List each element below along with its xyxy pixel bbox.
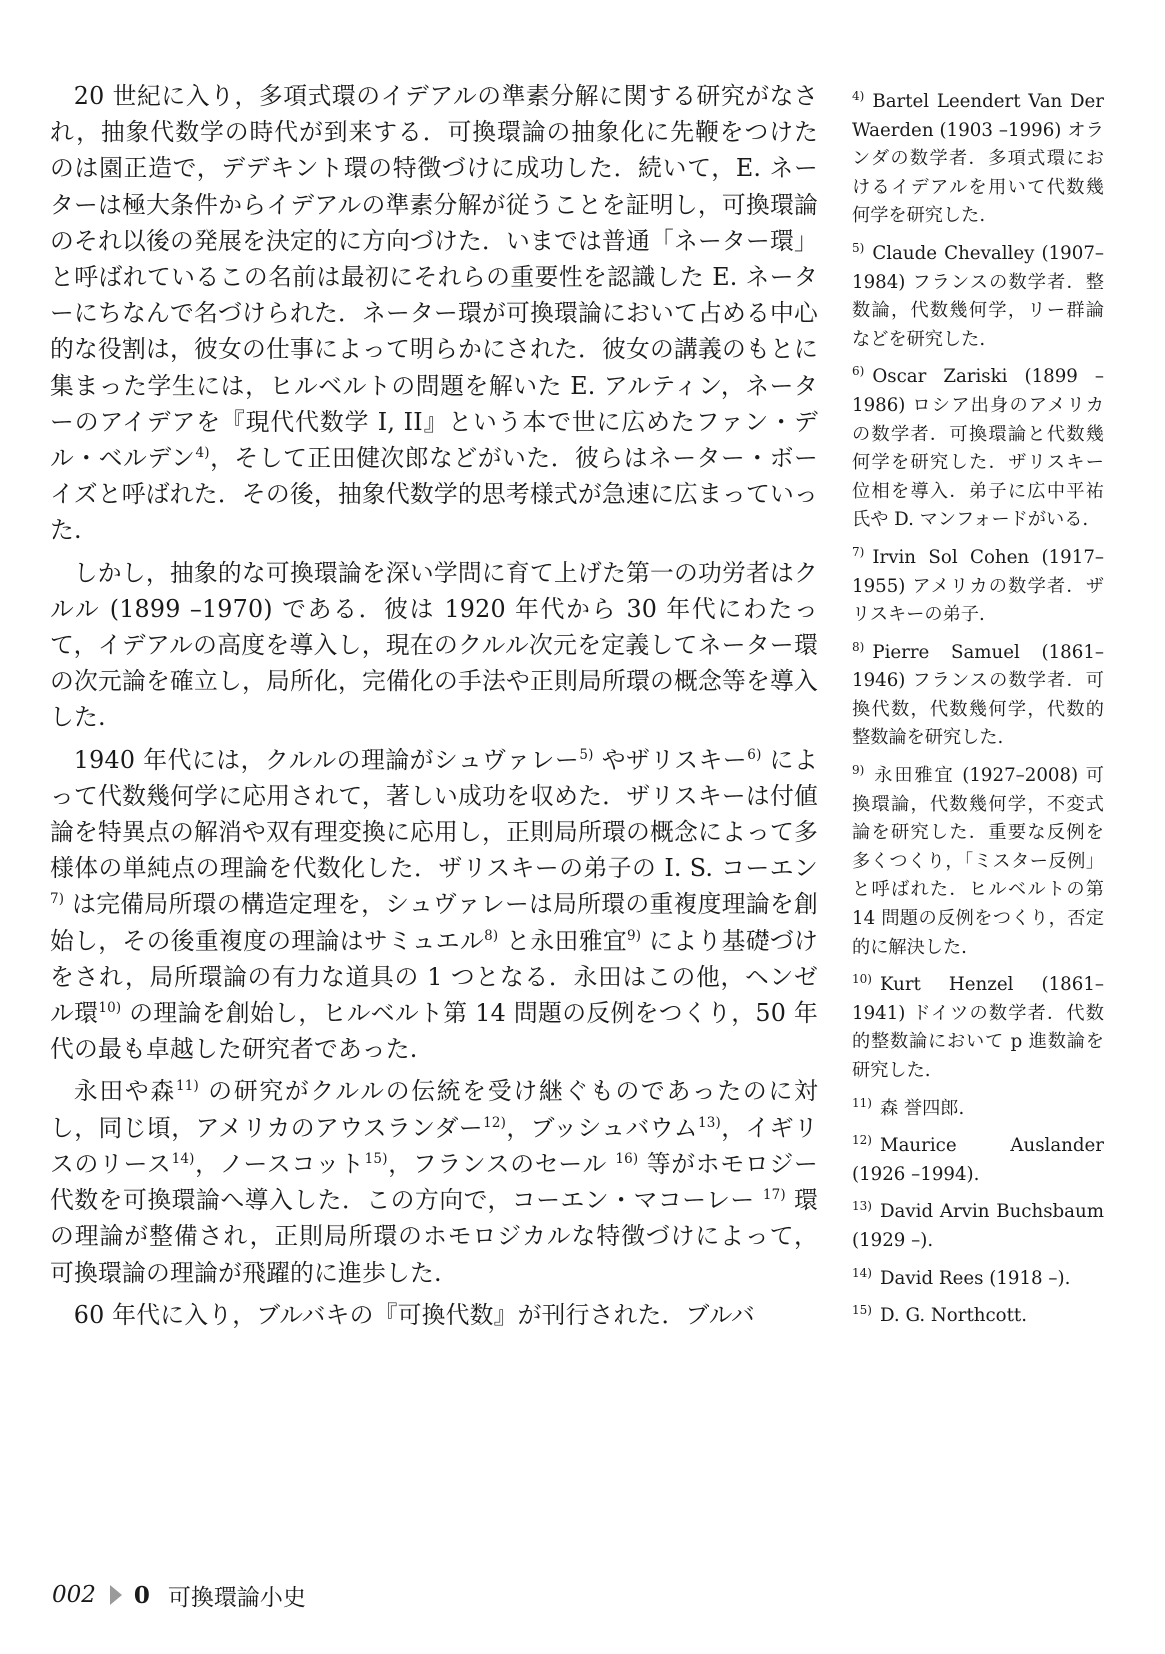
text-run: ，イギリスのリース: [50, 1113, 818, 1178]
text-run: ，ノースコット: [194, 1149, 365, 1178]
sidenote: [852, 1132, 1104, 1189]
footnote-ref: 4): [195, 445, 210, 462]
sidenote: [852, 1302, 1104, 1331]
sidenote-number: 5): [852, 240, 865, 255]
sidenote-text: Irvin Sol Cohen (1917–1955) アメリカの数学者．ザリスキーの弟子.: [852, 546, 1104, 626]
text-run: 1940 年代には，クルルの理論がシュヴァレー: [73, 745, 580, 774]
paragraph: [50, 555, 818, 736]
sidenote-number: 11): [852, 1095, 872, 1110]
sidenote-number: 9): [852, 763, 865, 777]
sidenote-number: 6): [852, 364, 865, 379]
text-run: しかし，抽象的な可換環論を深い学問に育て上げた第一の功労者はクルル (1899 –1970) である．彼は 1920 年代から 30 年代にわたって，イデアルの高度を導入し，現在のクルル次元を定義してネーター環の次元論を確立し，局所化，完備化の手法や正則局所環の概念等を導入した.: [50, 558, 818, 732]
chapter-number: 0: [133, 1581, 150, 1609]
footnote-ref: 6): [747, 746, 762, 763]
sidenote: [852, 544, 1104, 630]
sidenote-text: 森 誉四郎.: [879, 1097, 965, 1119]
page-number: 002: [52, 1582, 96, 1608]
paragraph: [50, 1073, 818, 1290]
sidenote-number: 15): [852, 1303, 872, 1318]
text-run: 20 世紀に入り，多項式環のイデアルの準素分解に関する研究がなされ，抽象代数学の時代が到来する．可換環論の抽象化に先鞭をつけたのは園正造で，デデキント環の特徴づけに成功した．続いて，E. ネーターは極大条件からイデアルの準素分解が従うことを証明し，可換環論のそれ以後の発展を決定的に方向づけた．いまでは普通「ネーター環」と呼ばれているこの名前は最初にそれらの重要性を認識した E. ネーターにちなんで名づけられた．ネーター環が可換環論において占める中心的な役割は，彼女の仕事によって明らかにされた．彼女の講義のもとに集まった学生には，ヒルベルトの問題を解いた E. アルティン，ネーターのアイデアを『現代代数学 I, II』という本で世に広めたファン・デル・ベルデン: [50, 82, 818, 473]
paragraph: [50, 1297, 818, 1333]
text-run: の研究がクルルの伝統を受け継ぐものであったのに対し，同じ頃，アメリカのアウスランダー: [50, 1077, 818, 1142]
sidenote: [852, 639, 1104, 753]
sidenote: [852, 1265, 1104, 1294]
sidenote: [852, 363, 1104, 535]
sidenote-text: Kurt Henzel (1861–1941) ドイツの数学者．代数的整数論において p 進数論を研究した.: [852, 974, 1104, 1081]
footnote-ref: 11): [175, 1078, 199, 1095]
sidenote-text: Pierre Samuel (1861–1946) フランスの数学者．可換代数，代数幾何学，代数的整数論を研究した.: [852, 641, 1104, 749]
sidenote-text: Claude Chevalley (1907–1984) フランスの数学者．整数論，代数幾何学，リー群論などを研究した.: [852, 242, 1104, 350]
footnote-ref: 17): [762, 1187, 786, 1204]
sidenote: [852, 1095, 1104, 1124]
sidenote-text: David Arvin Buchsbaum (1929 –).: [852, 1201, 1104, 1251]
sidenote: [852, 88, 1104, 231]
text-run: は完備局所環の構造定理を，シュヴァレーは局所環の重複度理論を創始し，その後重複度の理論はサミュエル: [50, 890, 818, 955]
chapter-title: 可換環論小史: [167, 1584, 306, 1611]
sidenotes: [852, 88, 1104, 1340]
sidenote-text: D. G. Northcott.: [879, 1305, 1028, 1327]
text-run: ，ブッシュバウム: [506, 1113, 698, 1142]
text-run: 60 年代に入り，ブルバキの『可換代数』が刊行された．ブルバ: [73, 1300, 755, 1329]
footnote-ref: 13): [697, 1114, 721, 1131]
text-run: と永田雅宜: [498, 926, 627, 955]
sidenote-text: David Rees (1918 –).: [879, 1267, 1071, 1289]
sidenote-number: 12): [852, 1133, 872, 1148]
text-run: やザリスキー: [593, 745, 748, 774]
paragraph: [50, 78, 818, 549]
footnote-ref: 5): [579, 746, 594, 763]
text-run: ，フランスのセール: [387, 1149, 616, 1178]
sidenote: [852, 240, 1104, 354]
sidenote-text: Bartel Leendert Van Der Waerden (1903 –1996) オランダの数学者．多項式環におけるイデアルを用いて代数幾何学を研究した.: [852, 91, 1104, 227]
text-run: ，そして正田健次郎などがいた．彼らはネーター・ボーイズと呼ばれた．その後，抽象代数学的思考様式が急速に広まっていった.: [50, 444, 818, 545]
text-run: 等がホモロジー代数を可換環論へ導入した．この方向で，コーエン・マコーレー: [50, 1149, 818, 1215]
sidenote-text: 永田雅宜 (1927–2008) 可換環論，代数幾何学，不変式論を研究した．重要な反例を多くつくり，「ミスター反例」と呼ばれた．ヒルベルトの第 14 問題の反例をつくり，否定的に解決した.: [852, 765, 1104, 958]
main-text: [50, 78, 818, 1339]
sidenote: [852, 762, 1104, 962]
footnote-ref: 10): [98, 1000, 122, 1017]
page-footer: [52, 1577, 306, 1613]
sidenote-text: Oscar Zariski (1899 –1986) ロシア出身のアメリカの数学者．可換環論と代数幾何学を研究した．ザリスキー位相を導入．弟子に広中平祐氏や D. マンフォードがいる.: [852, 366, 1104, 531]
text-run: 環の理論が整備され，正則局所環のホモロジカルな特徴づけによって，可換環論の理論が飛躍的に進歩した.: [50, 1186, 818, 1287]
sidenote: [852, 971, 1104, 1085]
footnote-ref: 12): [483, 1114, 507, 1131]
sidenote-number: 4): [852, 88, 865, 103]
sidenote-number: 8): [852, 639, 865, 654]
triangle-marker-icon: [110, 1585, 122, 1605]
footnote-ref: 8): [484, 927, 499, 944]
footnote-ref: 14): [171, 1150, 195, 1167]
paragraph: [50, 742, 818, 1068]
sidenote-number: 13): [852, 1199, 872, 1214]
text-run: により基礎づけをされ，局所環論の有力な道具の 1 つとなる．永田はこの他，ヘンゼル環: [50, 926, 819, 1028]
sidenote-text: Maurice Auslander (1926 –1994).: [852, 1135, 1104, 1185]
sidenote-number: 14): [852, 1265, 872, 1280]
sidenote: [852, 1198, 1104, 1255]
text-run: によって代数幾何学に応用されて，著しい成功を収めた．ザリスキーは付値論を特異点の解消や双有理変換に応用し，正則局所環の概念によって多様体の単純点の理論を代数化した．ザリスキーの弟子の I. S. コーエン: [50, 745, 818, 883]
footnote-ref: 15): [364, 1150, 388, 1167]
footnote-ref: 7): [50, 891, 65, 908]
footnote-ref: 16): [615, 1150, 639, 1167]
text-run: 永田や森: [73, 1077, 176, 1106]
text-run: の理論を創始し，ヒルベルト第 14 問題の反例をつくり，50 年代の最も卓越した研究者であった.: [50, 999, 818, 1064]
sidenote-number: 7): [852, 544, 865, 559]
sidenote-number: 10): [852, 972, 872, 987]
footnote-ref: 9): [626, 927, 642, 944]
